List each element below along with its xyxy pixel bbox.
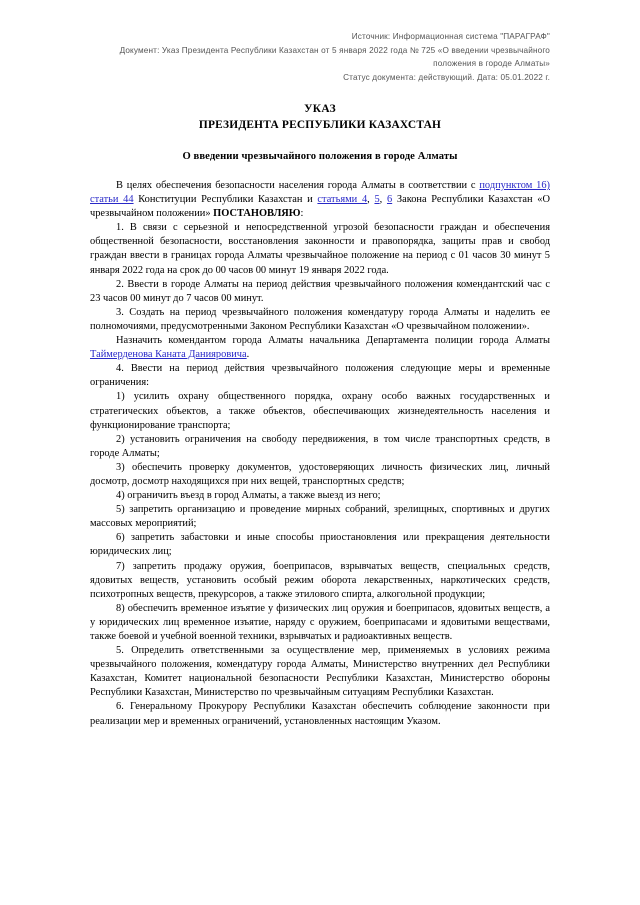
link-article-6[interactable]: 6 xyxy=(386,194,393,206)
paragraph-subitem-3: 3) обеспечить проверку документов, удостоверяющих личность физических лиц, личный досмотр, досмотр находящихся при них вещей, транспортных средств; xyxy=(90,461,550,487)
paragraph-subitem-7: 7) запретить продажу оружия, боеприпасов, взрывчатых веществ, специальных средств, ядовитых веществ, установить особый режим оборота лекарственных, наркотических средств, психотропных веществ, прекурсоров, а также этилового спирта, алкогольной продукции; xyxy=(90,560,550,600)
postanovlyayu-emphasis: ПОСТАНОВЛЯЮ xyxy=(213,208,301,220)
preamble-text-f: : xyxy=(300,208,304,220)
paragraph-subitem-5: 5) запретить организацию и проведение мирных собраний, зрелищных, спортивных и других массовых мероприятий; xyxy=(90,504,550,530)
link-article-5[interactable]: 5 xyxy=(374,194,380,206)
document-title-block xyxy=(90,102,550,133)
appointment-text-a: Назначить комендантом города Алматы начальника Департамента полиции города Алматы xyxy=(116,335,550,347)
paragraph-item-2: 2. Ввести в городе Алматы на период действия чрезвычайного положения комендантский час с 23 часов 00 минут до 7 часов 00 минут. xyxy=(90,278,550,304)
document-subject: О введении чрезвычайного положения в городе Алматы xyxy=(182,151,458,162)
meta-status-line: Статус документа: действующий. Дата: 05.01.2022 г. xyxy=(343,72,550,82)
paragraph-item-1: 1. В связи с серьезной и непосредственной угрозой безопасности граждан и обеспечения общественной безопасности, восстановления законности и правопорядка, защиты прав и свобод граждан ввести в границах города Алматы чрезвычайное положение на период с 01 часов 30 минут 5 января 2022 года на срок до 00 часов 00 минут 19 января 2022 года. xyxy=(90,222,550,276)
preamble-text-d: , xyxy=(379,194,387,206)
meta-document-line: Документ: Указ Президента Республики Казахстан от 5 января 2022 года № 725 «О введении чрезвычайного положения в городе Алматы» xyxy=(119,45,550,68)
meta-source-line: Источник: Информационная система "ПАРАГРАФ" xyxy=(351,32,550,41)
link-subparagraph-16-article-44[interactable]: подпунктом 16) статьи 44 xyxy=(90,180,550,206)
paragraph-subitem-8: 8) обеспечить временное изъятие у физических лиц оружия и боеприпасов, ядовитых веществ, а у юридических лиц временное изъятие, наряду с оружием, боеприпасами и ядовитыми веществами, также боевой и учебной военной техники, взрывчатых и радиоактивных веществ. xyxy=(90,602,550,642)
paragraph-item-6: 6. Генеральному Прокурору Республики Казахстан обеспечить соблюдение законности при реализации мер и временных ограничений, установленных настоящим Указом. xyxy=(90,701,550,727)
paragraph-item-3: 3. Создать на период чрезвычайного положения комендатуру города Алматы и наделить ее полномочиями, предусмотренными Законом Республики Казахстан «О чрезвычайном положении». xyxy=(90,306,550,332)
preamble-text-b: Конституции Республики Казахстан и xyxy=(133,194,318,206)
page-title: УКАЗ xyxy=(304,103,336,115)
paragraph-appointment xyxy=(90,334,550,362)
preamble-text-e: Закона Республики Казахстан «О чрезвычайном положении» xyxy=(90,194,550,220)
preamble-text-c: , xyxy=(367,194,375,206)
paragraph-subitem-6: 6) запретить забастовки и иные способы приостановления или прекращения деятельности юридических лиц; xyxy=(90,532,550,558)
paragraph-item-5: 5. Определить ответственными за осуществление мер, применяемых в условиях режима чрезвычайного положения, комендатуру города Алматы, Министерство внутренних дел Республики Казахстан, Комитет национальной безопасности Республики Казахстан, Министерство обороны Республики Казахстан, Министерство по чрезвычайным ситуациям Республики Казахстан. xyxy=(90,645,550,699)
paragraph-subitem-4: 4) ограничить въезд в город Алматы, а также выезд из него; xyxy=(116,490,381,502)
paragraph-subitem-2: 2) установить ограничения на свободу передвижения, в том числе транспортных средств, в городе Алматы; xyxy=(90,433,550,459)
paragraph-preamble xyxy=(90,179,550,221)
document-meta-header xyxy=(90,30,550,84)
document-body xyxy=(90,179,550,729)
preamble-text-a: В целях обеспечения безопасности населения города Алматы в соответствии с xyxy=(116,180,480,191)
paragraph-subitem-1: 1) усилить охрану общественного порядка, охрану особо важных государственных и стратегических объектов, а также объектов, обеспечивающих жизнедеятельность населения и функционирование транспорта; xyxy=(90,391,550,431)
appointment-text-b: . xyxy=(246,349,250,361)
link-commandant-name[interactable]: Таймерденова Каната Данияровича xyxy=(90,349,247,361)
link-article-4[interactable]: статьями 4 xyxy=(317,194,368,206)
paragraph-item-4: 4. Ввести на период действия чрезвычайного положения следующие меры и временные ограничения: xyxy=(90,363,550,389)
page-subtitle: ПРЕЗИДЕНТА РЕСПУБЛИКИ КАЗАХСТАН xyxy=(198,118,442,131)
